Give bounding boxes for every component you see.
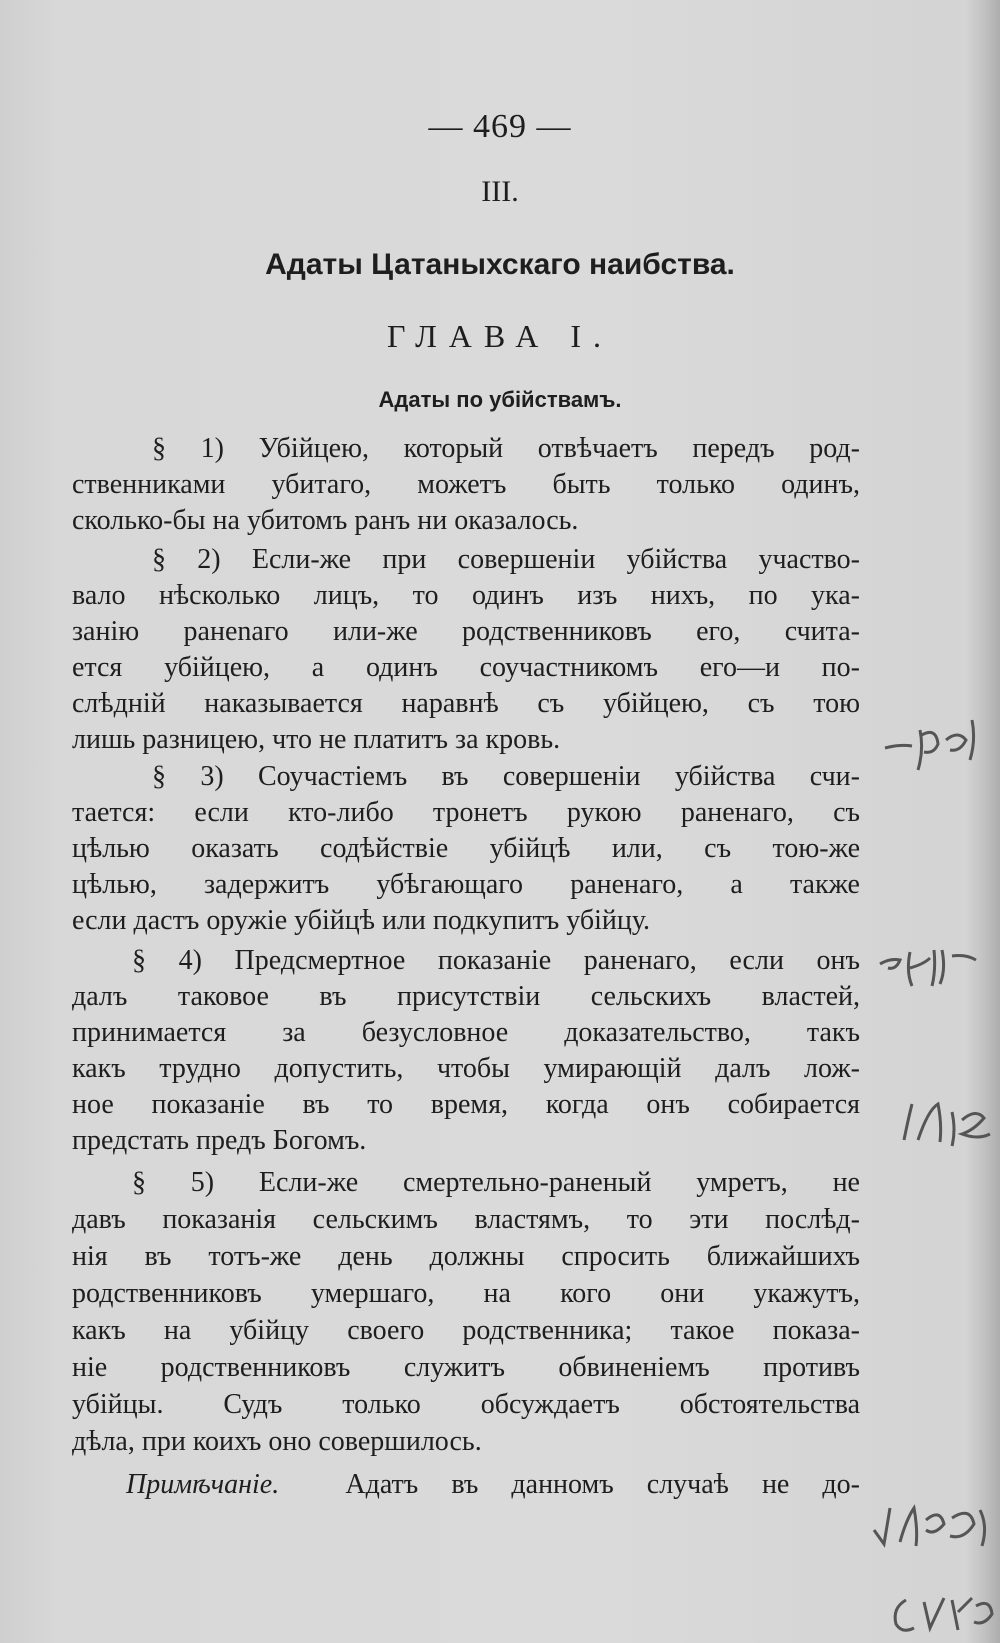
note-text: Адатъ въ данномъ случаѣ не до- bbox=[345, 1469, 860, 1500]
handwritten-margin-note bbox=[888, 1588, 996, 1643]
text-line: далъ таковое въ присутствіи сельскихъ властей, bbox=[72, 981, 860, 1012]
text-line: § 4) Предсмертное показаніе раненаго, если онъ bbox=[132, 945, 860, 976]
text-line: ется убійцею, а одинъ соучастникомъ его—и по- bbox=[72, 652, 860, 683]
text-line: родственниковъ умершаго, на кого они укажутъ, bbox=[72, 1278, 860, 1309]
text-line: ное показаніе въ то время, когда онъ собирается bbox=[72, 1089, 860, 1120]
text-line: какъ трудно допустить, чтобы умирающій далъ лож- bbox=[72, 1053, 860, 1084]
text-line: предстать предъ Богомъ. bbox=[72, 1125, 367, 1156]
text-line: давъ показанія сельскимъ властямъ, то эти послѣд- bbox=[72, 1204, 860, 1235]
text-line: слѣдній наказывается наравнѣ съ убійцею, съ тою bbox=[72, 688, 860, 719]
chapter-title: ГЛАВА I. bbox=[387, 318, 613, 354]
text-line: занію ранenaго или-же родственниковъ его, счита- bbox=[72, 616, 860, 647]
text-line: § 3) Соучастіемъ въ совершеніи убійства счи- bbox=[152, 761, 860, 792]
handwritten-margin-note bbox=[898, 1090, 998, 1160]
text-line: какъ на убійцу своего родственника; такое показа- bbox=[72, 1315, 860, 1346]
text-line: цѣлью оказать содѣйствіе убійцѣ или, съ тою-же bbox=[72, 833, 860, 864]
main-title: Адаты Цатаныхскаго наибства. bbox=[265, 248, 735, 281]
sub-title: Адаты по убійствамъ. bbox=[378, 387, 622, 412]
text-line: тается: если кто-либо тронетъ рукою раненаго, съ bbox=[72, 797, 860, 828]
page-number: — 469 — bbox=[428, 108, 572, 145]
text-line: ственниками убитаго, можетъ быть только одинъ, bbox=[72, 469, 860, 500]
text-line: сколько-бы на убитомъ ранъ ни оказалось. bbox=[72, 505, 579, 536]
text-line: если дастъ оружіе убійцѣ или подкупитъ убійцу. bbox=[72, 905, 651, 936]
text-line: § 5) Если-же смертельно-раненый умретъ, не bbox=[132, 1167, 860, 1198]
text-line: лишь разницею, что не платитъ за кровь. bbox=[72, 724, 561, 755]
section-numeral: III. bbox=[481, 175, 519, 208]
handwritten-margin-note bbox=[876, 930, 986, 1000]
handwritten-margin-note bbox=[880, 700, 980, 780]
text-line: дѣла, при коихъ оно совершилось. bbox=[72, 1426, 482, 1457]
text-line: § 1) Убійцею, который отвѣчаетъ передъ род- bbox=[152, 433, 860, 464]
text-line: убійцы. Судъ только обсуждаетъ обстоятельства bbox=[72, 1389, 860, 1420]
text-line: § 2) Если-же при совершеніи убійства участво- bbox=[152, 544, 860, 575]
text-line: принимается за безусловное доказательство, такъ bbox=[72, 1017, 860, 1048]
text-line: цѣлью, задержитъ убѣгающаго раненаго, а также bbox=[72, 869, 860, 900]
note-line bbox=[126, 1468, 860, 1502]
note-label: Примѣчаніе. bbox=[126, 1469, 280, 1500]
handwritten-margin-note bbox=[870, 1490, 996, 1570]
text-line: вало нѣсколько лицъ, то одинъ изъ нихъ, по ука- bbox=[72, 580, 860, 611]
text-line: нія въ тотъ-же день должны спросить ближайшихъ bbox=[72, 1241, 860, 1272]
page-edge-shadow bbox=[966, 0, 1000, 1643]
text-line: ніе родственниковъ служитъ обвиненіемъ противъ bbox=[72, 1352, 860, 1383]
